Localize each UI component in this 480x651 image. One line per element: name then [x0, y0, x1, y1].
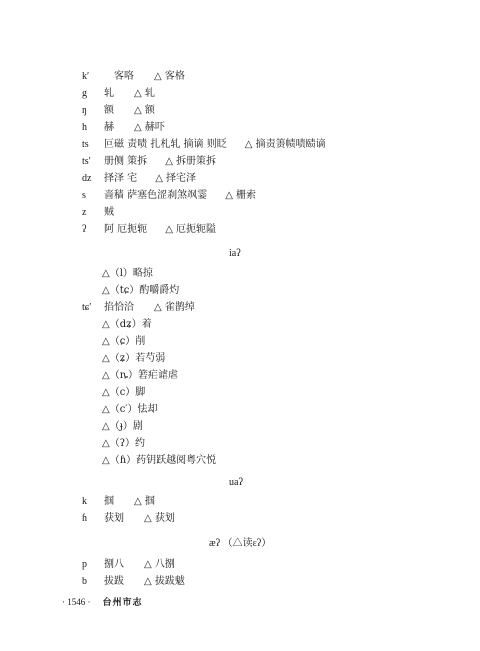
row-ia-6: [102, 353, 165, 365]
row-ia-5: [102, 336, 145, 348]
col1: 阿 厄扼轭: [104, 224, 148, 235]
page-footer: [62, 596, 143, 609]
col1: 册侧 策拆: [104, 156, 148, 167]
entry: △（l）略掠: [102, 268, 153, 279]
row-ia-12: [102, 455, 216, 467]
row-ia-9: [102, 404, 158, 416]
col1: 贼: [104, 207, 114, 218]
col1: 掴: [104, 496, 114, 507]
col2: △ 拆册策拆: [165, 156, 217, 167]
col1: 择泽 宅: [104, 173, 138, 184]
initial: k′: [82, 71, 90, 82]
entry: △（ɕ）削: [102, 336, 146, 347]
initial: ɦ: [82, 513, 87, 524]
initial: ts: [82, 139, 89, 150]
col1: 捌八: [104, 559, 124, 570]
col1: 拔跋: [104, 576, 124, 587]
col2: △ 额: [134, 105, 155, 116]
col1: 赫: [104, 122, 114, 133]
initial: z: [82, 207, 87, 218]
entry: △（ʑ）若芍弱: [102, 353, 166, 364]
col1: 客咯: [114, 71, 134, 82]
col2: △ 拔跋魃: [144, 576, 185, 587]
row-s: [82, 190, 256, 202]
col1: 啬穑 萨塞色涩刹煞飒霎: [104, 190, 208, 201]
row-ts: [82, 139, 326, 151]
initial: s: [82, 190, 86, 201]
row-ts-asp: [82, 156, 216, 168]
section-heading-ae: æʔ （△读ɛʔ）: [209, 538, 272, 549]
col1: 叵磁 责啧 扎札轧 摘谪 则眨: [104, 139, 227, 150]
row-ia-8: [102, 387, 145, 399]
entry: △（dʑ）着: [102, 319, 152, 330]
entry: 掐恰洽 △ 雀鹊绰: [104, 302, 195, 313]
initial: dz: [82, 173, 92, 184]
initial: p: [82, 559, 87, 570]
col2: △ 获划: [144, 513, 175, 524]
entry: △（c′）怯却: [102, 404, 158, 415]
col2: △ 轧: [134, 88, 155, 99]
entry: △（ȵ）箬疟谑虐: [102, 370, 179, 381]
row-ia-3: [82, 302, 195, 314]
row-ia-10: [102, 421, 143, 433]
col2: △ 客格: [154, 71, 185, 82]
entry: △（tɕ）酌嚼爵灼: [102, 285, 180, 296]
initial: ts′: [82, 156, 91, 167]
row-glottal: [82, 224, 216, 236]
row-ia-7: [102, 370, 178, 382]
initial: h: [82, 122, 87, 133]
row-z: [82, 207, 120, 219]
book-title: 台州市志: [102, 598, 143, 608]
row-ae-b: [82, 576, 185, 588]
initial: b: [82, 576, 87, 587]
col2: △ 赫吓: [134, 122, 165, 133]
row-dz: [82, 173, 196, 185]
col2: △ 厄扼轭隘: [165, 224, 217, 235]
row-ia-2: [102, 285, 179, 297]
col2: △ 栅索: [225, 190, 257, 201]
entry: △（ɦ）药钥跃越阅粤穴悦: [102, 455, 217, 466]
entry: △（ɟ）剧: [102, 421, 143, 432]
col1: 额: [104, 105, 114, 116]
row-ae-p: [82, 559, 175, 571]
entry: △（c）脚: [102, 387, 146, 398]
initial: ŋ: [82, 105, 87, 116]
row-ia-11: [102, 438, 145, 450]
row-g: [82, 88, 155, 100]
row-ua-k: [82, 496, 155, 508]
section-heading-ia: iaʔ: [229, 248, 241, 259]
col2: △ 摘责箦帻啧赜谪: [244, 139, 326, 150]
page-number: · 1546 ·: [62, 597, 91, 607]
col2: △ 掴: [134, 496, 155, 507]
col1: 轧: [104, 88, 114, 99]
entry: △（ʔ）约: [102, 438, 146, 449]
section-heading-ua: uaʔ: [229, 477, 243, 488]
col2: △ 择宅泽: [155, 173, 197, 184]
col1: 获划: [104, 513, 124, 524]
row-ia-1: [102, 268, 153, 280]
row-ng: [82, 105, 155, 117]
row-ia-4: [102, 319, 152, 331]
initial: k: [82, 496, 87, 507]
col2: △ 八捌: [144, 559, 175, 570]
row-ua-h: [82, 513, 175, 525]
initial: ʔ: [82, 224, 87, 235]
row-h: [82, 122, 165, 134]
row-k-asp: [82, 71, 185, 83]
initial: tɕ′: [82, 302, 92, 313]
initial: g: [82, 88, 87, 99]
